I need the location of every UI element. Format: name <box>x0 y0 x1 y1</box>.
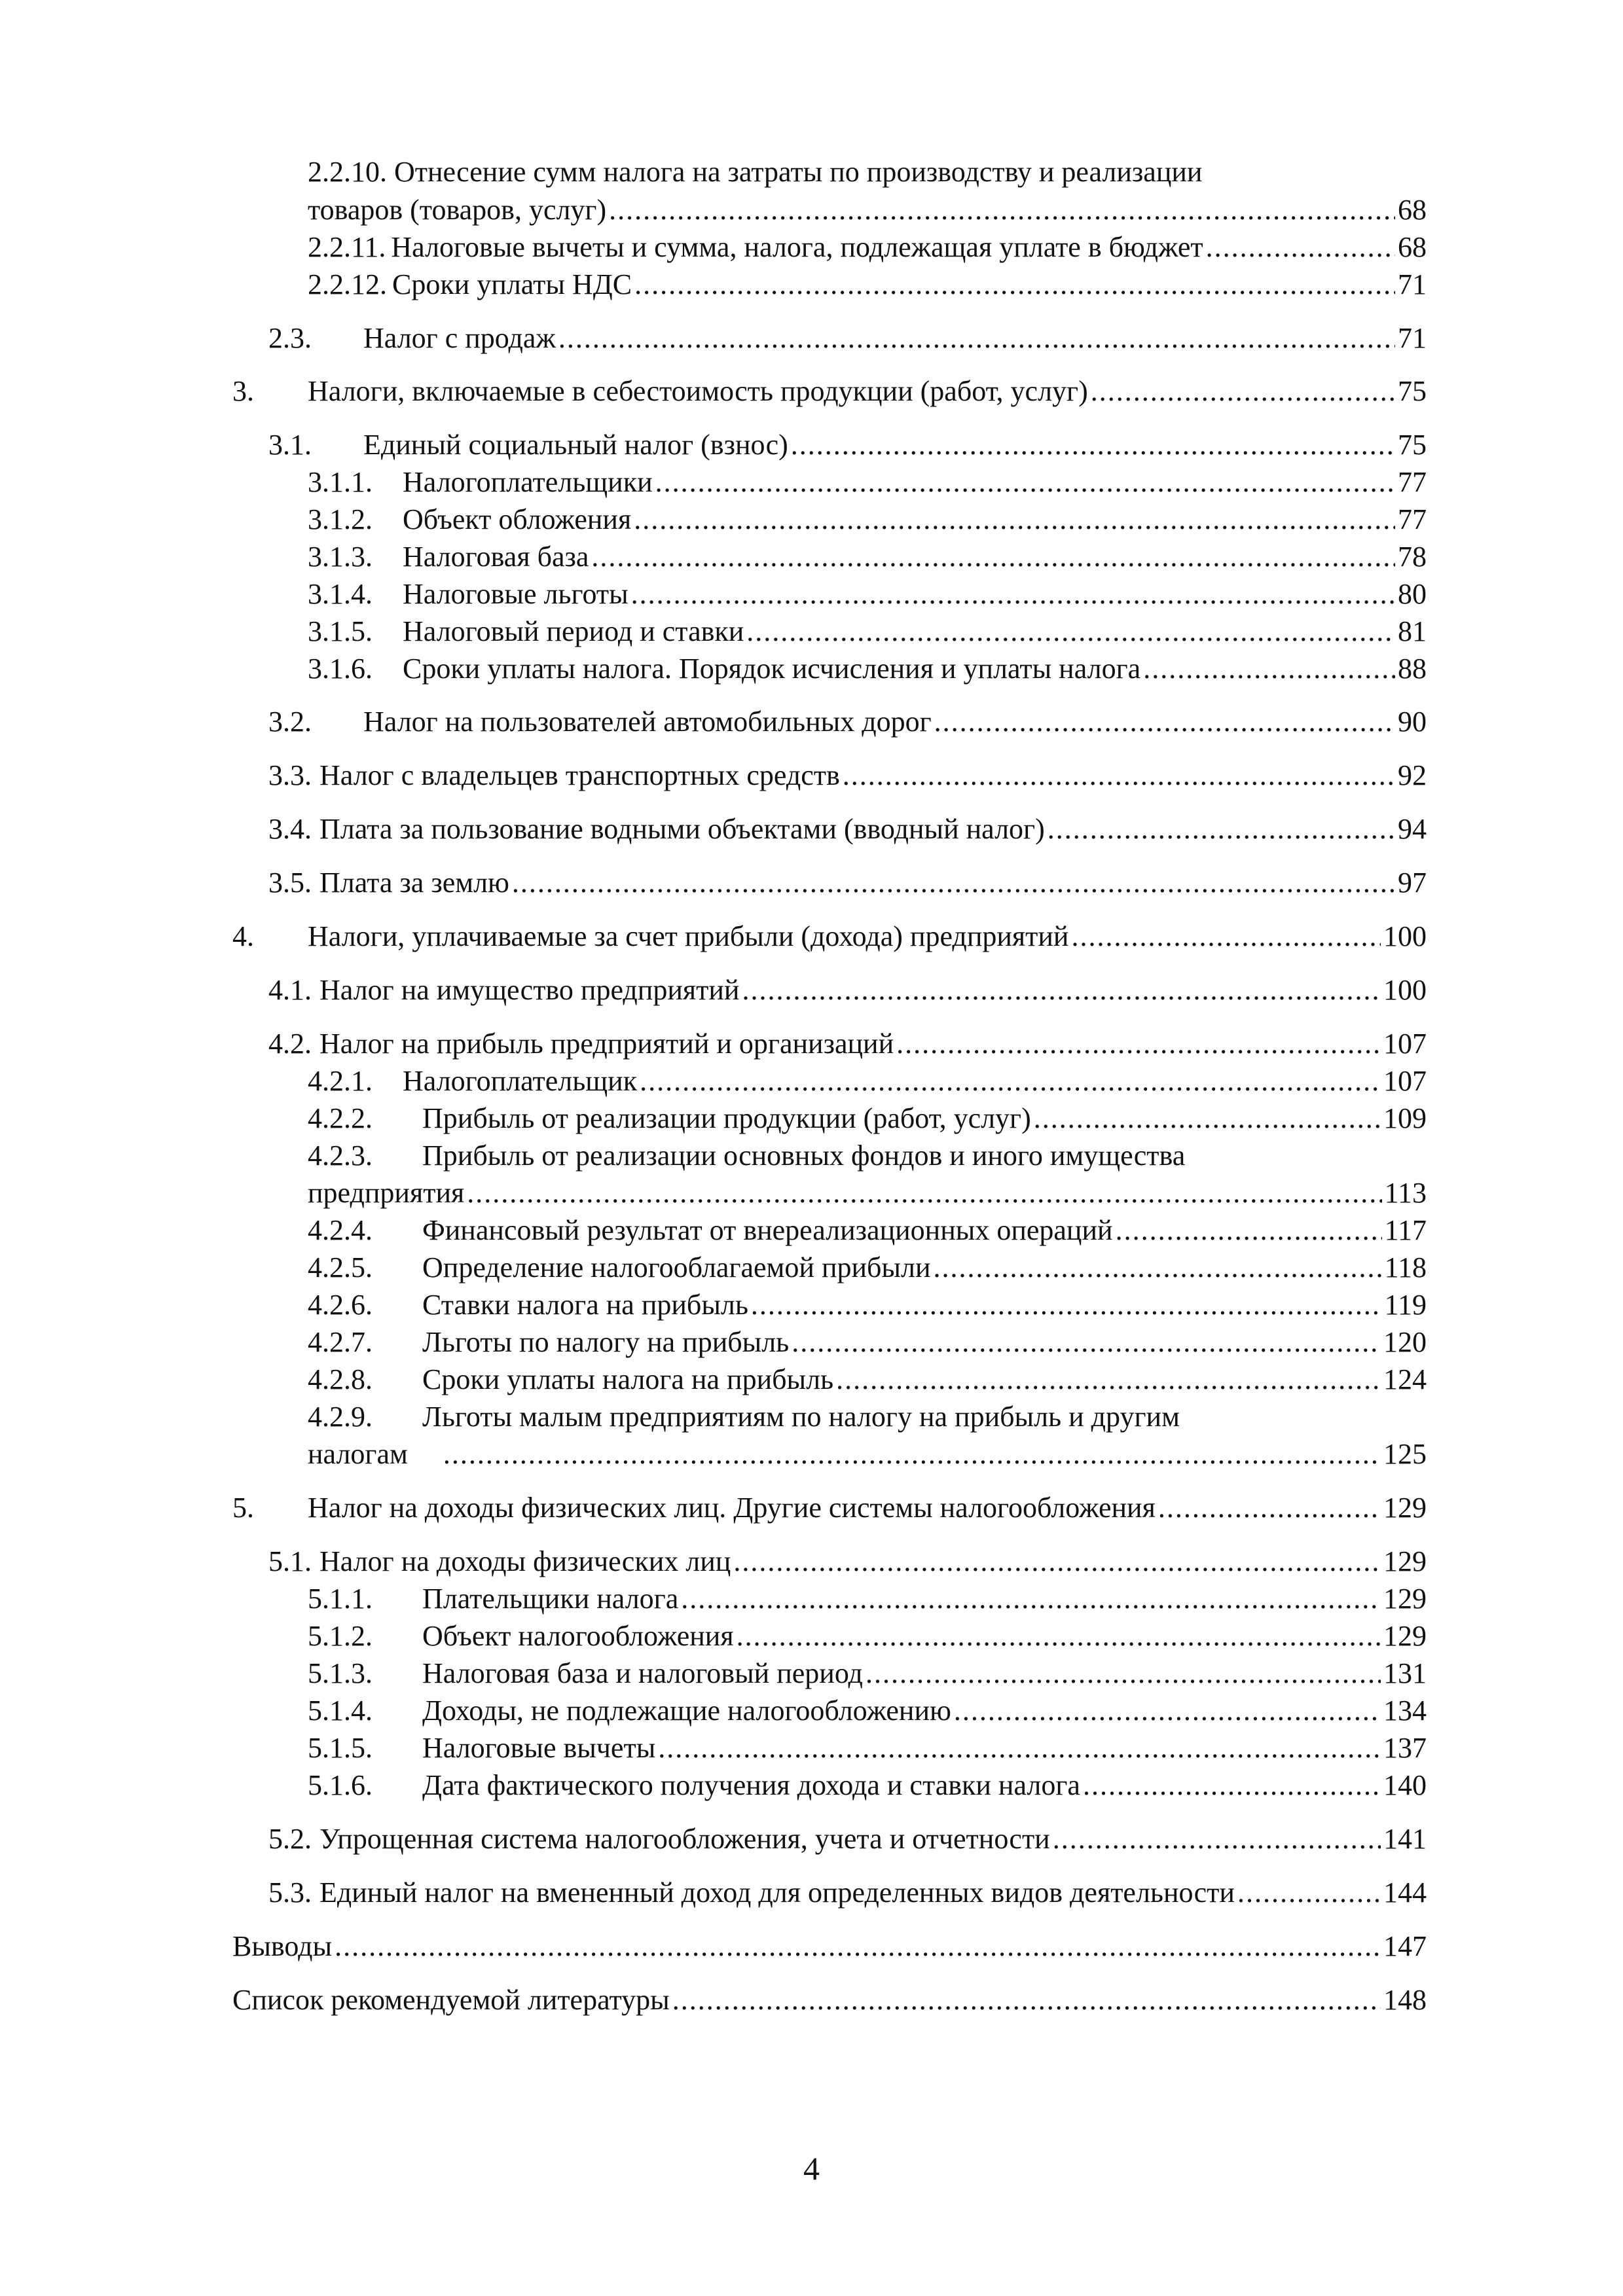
toc-number: 3.3. <box>268 759 312 791</box>
toc-page: 129 <box>1383 1492 1427 1524</box>
toc-entry-3-1-4 <box>308 578 1427 611</box>
toc-page: 97 <box>1398 867 1427 899</box>
toc-page: 68 <box>1398 231 1427 263</box>
toc-page: 88 <box>1398 653 1427 685</box>
toc-entry-4-2-2 <box>308 1102 1427 1135</box>
toc-page: 78 <box>1398 541 1427 573</box>
toc-number: 2.2.10. <box>308 156 387 188</box>
toc-title: Объект налогообложения <box>422 1620 734 1652</box>
dot-leader <box>655 466 1395 499</box>
toc-entry-4-2-8 <box>308 1363 1427 1396</box>
toc-entry-3-1-3 <box>308 541 1427 573</box>
toc-title: Сроки уплаты налога. Порядок исчисления и уплаты налога <box>403 653 1141 685</box>
toc-title: Дата фактического получения дохода и ставки налога <box>422 1769 1080 1801</box>
toc-entry-4-2-9 <box>308 1438 1427 1471</box>
dot-leader <box>640 1065 1381 1098</box>
toc-title: Единый социальный налог (взнос) <box>363 429 788 461</box>
toc-title: Налог на имущество предприятий <box>319 974 740 1006</box>
toc-title: Налогоплательщик <box>403 1065 638 1097</box>
toc-number: 4.2.9. <box>308 1401 373 1433</box>
toc-title: предприятия <box>308 1177 465 1209</box>
toc-entry-3-1-5 <box>308 615 1427 648</box>
toc-title: Финансовый результат от внереализационных операций <box>422 1214 1113 1246</box>
toc-page: 107 <box>1383 1028 1427 1060</box>
toc-entry-4-2-4 <box>308 1214 1427 1247</box>
toc-title: Налогоплательщики <box>403 466 653 498</box>
toc-number: 2.2.12. <box>308 268 387 300</box>
toc-title: Льготы по налогу на прибыль <box>422 1326 790 1358</box>
toc-page: 75 <box>1398 375 1427 407</box>
toc-entry-3-3 <box>268 759 1427 792</box>
toc-entry-conclusions <box>232 1930 1427 1963</box>
toc-entry-4-2 <box>268 1028 1427 1060</box>
toc-entry-3-1-1 <box>308 466 1427 499</box>
toc-page: 140 <box>1383 1769 1427 1801</box>
dot-leader <box>1237 1876 1381 1909</box>
toc-number: 4.2.3. <box>308 1139 373 1172</box>
toc-entry-4-1 <box>268 974 1427 1007</box>
toc-entry-5-1-4 <box>308 1695 1427 1727</box>
toc-page: 125 <box>1383 1438 1427 1470</box>
toc-entry-3 <box>232 375 1427 408</box>
toc-title: Налоговая база <box>403 541 589 573</box>
toc-title: Налог с продаж <box>363 322 556 354</box>
toc-number: 4.2. <box>268 1028 312 1060</box>
dot-leader <box>443 1438 1381 1471</box>
toc-entry-4-2-5 <box>308 1251 1427 1284</box>
toc-title: Объект обложения <box>403 503 632 535</box>
toc-number: 4.2.7. <box>308 1326 373 1358</box>
toc-title: Налог на доходы физических лиц. Другие системы налогообложения <box>308 1492 1156 1524</box>
toc-page: 147 <box>1383 1930 1427 1962</box>
dot-leader <box>843 759 1395 792</box>
toc-title: Список рекомендуемой литературы <box>232 1984 670 2016</box>
dot-leader <box>634 268 1395 301</box>
toc-number: 3.1.1. <box>308 466 373 498</box>
page-number: 4 <box>803 2150 820 2187</box>
toc-number: 5.3. <box>268 1876 312 1909</box>
toc-page: 77 <box>1398 466 1427 498</box>
toc-page: 119 <box>1384 1289 1427 1321</box>
toc-title: Налог на доходы физических лиц <box>319 1545 731 1577</box>
toc-entry-3-5 <box>268 867 1427 899</box>
toc-number: 4.1. <box>268 974 312 1006</box>
dot-leader <box>672 1984 1381 2017</box>
toc-number: 3.1. <box>268 429 312 461</box>
dot-leader <box>1071 920 1381 953</box>
toc-entry-4-2-3-line1 <box>308 1139 1185 1172</box>
toc-title: товаров (товаров, услуг) <box>308 194 607 226</box>
toc-page: 129 <box>1383 1545 1427 1577</box>
toc-title: Налог с владельцев транспортных средств <box>319 759 840 791</box>
toc-entry-2-3 <box>268 322 1427 355</box>
toc-page: 137 <box>1383 1732 1427 1764</box>
toc-number: 4.2.5. <box>308 1251 373 1283</box>
toc-number: 2.3. <box>268 322 312 354</box>
dot-leader <box>609 194 1395 226</box>
toc-number: 3.2. <box>268 706 312 738</box>
toc-entry-3-1 <box>268 429 1427 461</box>
toc-title: Упрощенная система налогообложения, учета и отчетности <box>319 1823 1050 1855</box>
toc-page: 117 <box>1384 1214 1427 1246</box>
toc-number: 3.1.4. <box>308 578 373 610</box>
toc-entry-5-1 <box>268 1545 1427 1578</box>
toc-title-line1: Отнесение сумм налога на затраты по производству и реализации <box>394 156 1203 188</box>
toc-entry-3-4 <box>268 813 1427 846</box>
toc-page: 120 <box>1383 1326 1427 1358</box>
toc-title: Налоговые вычеты <box>422 1732 656 1764</box>
toc-entry-4-2-6 <box>308 1289 1427 1321</box>
toc-number: 5.1.1. <box>308 1583 373 1615</box>
dot-leader <box>1206 231 1395 264</box>
toc-number: 4.2.4. <box>308 1214 373 1246</box>
toc-number: 5.1.4. <box>308 1695 373 1727</box>
toc-entry-2-2-10 <box>308 194 1427 226</box>
toc-title: Налоги, включаемые в себестоимость продукции (работ, услуг) <box>308 375 1088 407</box>
toc-number: 2.2.11. <box>308 231 386 263</box>
toc-title: Налоговые вычеты и сумма, налога, подлежащая уплате в бюджет <box>391 231 1203 263</box>
dot-leader <box>791 429 1395 461</box>
toc-number: 5.1.2. <box>308 1620 373 1652</box>
toc-page: 92 <box>1398 759 1427 791</box>
toc-title: Налоговая база и налоговый период <box>422 1657 863 1689</box>
toc-title: Определение налогооблагаемой прибыли <box>422 1251 931 1283</box>
toc-title-line1: Льготы малым предприятиям по налогу на прибыль и другим <box>422 1401 1180 1433</box>
dot-leader <box>733 1545 1381 1578</box>
toc-page: 109 <box>1383 1102 1427 1134</box>
toc-entry-5 <box>232 1492 1427 1524</box>
toc-page: 80 <box>1398 578 1427 610</box>
dot-leader <box>751 1289 1382 1321</box>
toc-entry-literature <box>232 1984 1427 2017</box>
toc-number: 4.2.8. <box>308 1363 373 1395</box>
toc-number: 5.2. <box>268 1823 312 1855</box>
toc-page: 131 <box>1383 1657 1427 1689</box>
toc-number: 3.1.2. <box>308 503 373 535</box>
toc-entry-5-1-6 <box>308 1769 1427 1802</box>
toc-page: 71 <box>1398 268 1427 300</box>
toc-page: 100 <box>1383 920 1427 952</box>
dot-leader <box>1091 375 1395 408</box>
dot-leader <box>742 974 1381 1007</box>
toc-number: 4.2.6. <box>308 1289 373 1321</box>
toc-title: Прибыль от реализации продукции (работ, услуг) <box>422 1102 1031 1134</box>
dot-leader <box>1158 1492 1381 1524</box>
dot-leader <box>934 1251 1382 1284</box>
toc-page: 129 <box>1383 1620 1427 1652</box>
toc-page: 129 <box>1383 1583 1427 1615</box>
toc-page: 134 <box>1383 1695 1427 1727</box>
toc-page: 144 <box>1383 1876 1427 1909</box>
toc-entry-4-2-1 <box>308 1065 1427 1098</box>
dot-leader <box>1116 1214 1382 1247</box>
dot-leader <box>934 706 1395 738</box>
toc-title: Плата за пользование водными объектами (вводный налог) <box>319 813 1045 845</box>
toc-title: Сроки уплаты налога на прибыль <box>422 1363 834 1395</box>
toc-entry-5-1-2 <box>308 1620 1427 1653</box>
toc-page: 71 <box>1398 322 1427 354</box>
toc-number: 5.1.5. <box>308 1732 373 1764</box>
dot-leader <box>1034 1102 1381 1135</box>
toc-number: 3.1.3. <box>308 541 373 573</box>
toc-page: 90 <box>1398 706 1427 738</box>
toc-number: 3.5. <box>268 867 312 899</box>
dot-leader <box>1053 1823 1381 1856</box>
toc-number: 5. <box>232 1492 254 1524</box>
toc-entry-4 <box>232 920 1427 953</box>
toc-page: 77 <box>1398 503 1427 535</box>
dot-leader <box>836 1363 1381 1396</box>
toc-page: 94 <box>1398 813 1427 845</box>
dot-leader <box>631 578 1395 611</box>
toc-entry-2-2-12 <box>308 268 1427 301</box>
toc-entry-3-1-2 <box>308 503 1427 536</box>
toc-page: 141 <box>1383 1823 1427 1855</box>
toc-title: Налоговые льготы <box>403 578 629 610</box>
toc-title: Налоги, уплачиваемые за счет прибыли (дохода) предприятий <box>308 920 1069 952</box>
toc-title: Налог на прибыль предприятий и организаций <box>319 1028 894 1060</box>
dot-leader <box>746 615 1395 648</box>
toc-entry-4-2-9-line1 <box>308 1401 1180 1433</box>
toc-entry-5-1-1 <box>308 1583 1427 1615</box>
toc-entry-4-2-3 <box>308 1177 1427 1210</box>
dot-leader <box>1143 653 1395 685</box>
toc-entry-5-3 <box>268 1876 1427 1909</box>
toc-number: 3.1.6. <box>308 653 373 685</box>
toc-title-line1: Прибыль от реализации основных фондов и иного имущества <box>422 1139 1186 1172</box>
dot-leader <box>954 1695 1381 1727</box>
toc-entry-5-1-5 <box>308 1732 1427 1765</box>
toc-title: Налог на пользователей автомобильных дорог <box>363 706 932 738</box>
toc-number: 4.2.2. <box>308 1102 373 1134</box>
dot-leader <box>681 1583 1381 1615</box>
toc-title: налогам <box>308 1438 408 1470</box>
toc-number: 3.1.5. <box>308 615 373 647</box>
toc-number: 4.2.1. <box>308 1065 373 1097</box>
toc-number: 3. <box>232 375 254 407</box>
toc-number: 5.1. <box>268 1545 312 1577</box>
toc-number: 3.4. <box>268 813 312 845</box>
toc-title: Плата за землю <box>319 867 509 899</box>
dot-leader <box>558 322 1395 355</box>
toc-title: Налоговый период и ставки <box>403 615 744 647</box>
dot-leader <box>896 1028 1381 1060</box>
toc-title: Единый налог на вмененный доход для определенных видов деятельности <box>319 1876 1235 1909</box>
dot-leader <box>737 1620 1381 1653</box>
dot-leader <box>1083 1769 1381 1802</box>
dot-leader <box>467 1177 1381 1210</box>
toc-title: Ставки налога на прибыль <box>422 1289 748 1321</box>
toc-page: 148 <box>1383 1984 1427 2016</box>
toc-title: Сроки уплаты НДС <box>392 268 632 300</box>
toc-title: Доходы, не подлежащие налогообложению <box>422 1695 951 1727</box>
toc-page: 107 <box>1383 1065 1427 1097</box>
toc-entry-2-2-11 <box>308 231 1427 264</box>
toc-page: 75 <box>1398 429 1427 461</box>
toc-number: 4. <box>232 920 254 952</box>
toc-page: 68 <box>1398 194 1427 226</box>
dot-leader <box>591 541 1395 573</box>
toc-title: Выводы <box>232 1930 333 1962</box>
toc-page: 118 <box>1384 1251 1427 1283</box>
toc-entry-3-2 <box>268 706 1427 738</box>
dot-leader <box>335 1930 1381 1963</box>
toc-entry-3-1-6 <box>308 653 1427 685</box>
dot-leader <box>1048 813 1395 846</box>
dot-leader <box>792 1326 1381 1359</box>
toc-page: 100 <box>1383 974 1427 1006</box>
toc-entry-4-2-7 <box>308 1326 1427 1359</box>
toc-page: 81 <box>1398 615 1427 647</box>
toc-page: 113 <box>1384 1177 1427 1209</box>
dot-leader <box>866 1657 1381 1690</box>
toc-title: Плательщики налога <box>422 1583 679 1615</box>
toc-entry-5-1-3 <box>308 1657 1427 1690</box>
dot-leader <box>634 503 1395 536</box>
toc-number: 5.1.3. <box>308 1657 373 1689</box>
toc-entry-5-2 <box>268 1823 1427 1856</box>
dot-leader <box>512 867 1395 899</box>
toc-page: 124 <box>1383 1363 1427 1395</box>
dot-leader <box>658 1732 1381 1765</box>
toc-entry-2-2-10-line1 <box>308 156 1202 188</box>
toc-number: 5.1.6. <box>308 1769 373 1801</box>
